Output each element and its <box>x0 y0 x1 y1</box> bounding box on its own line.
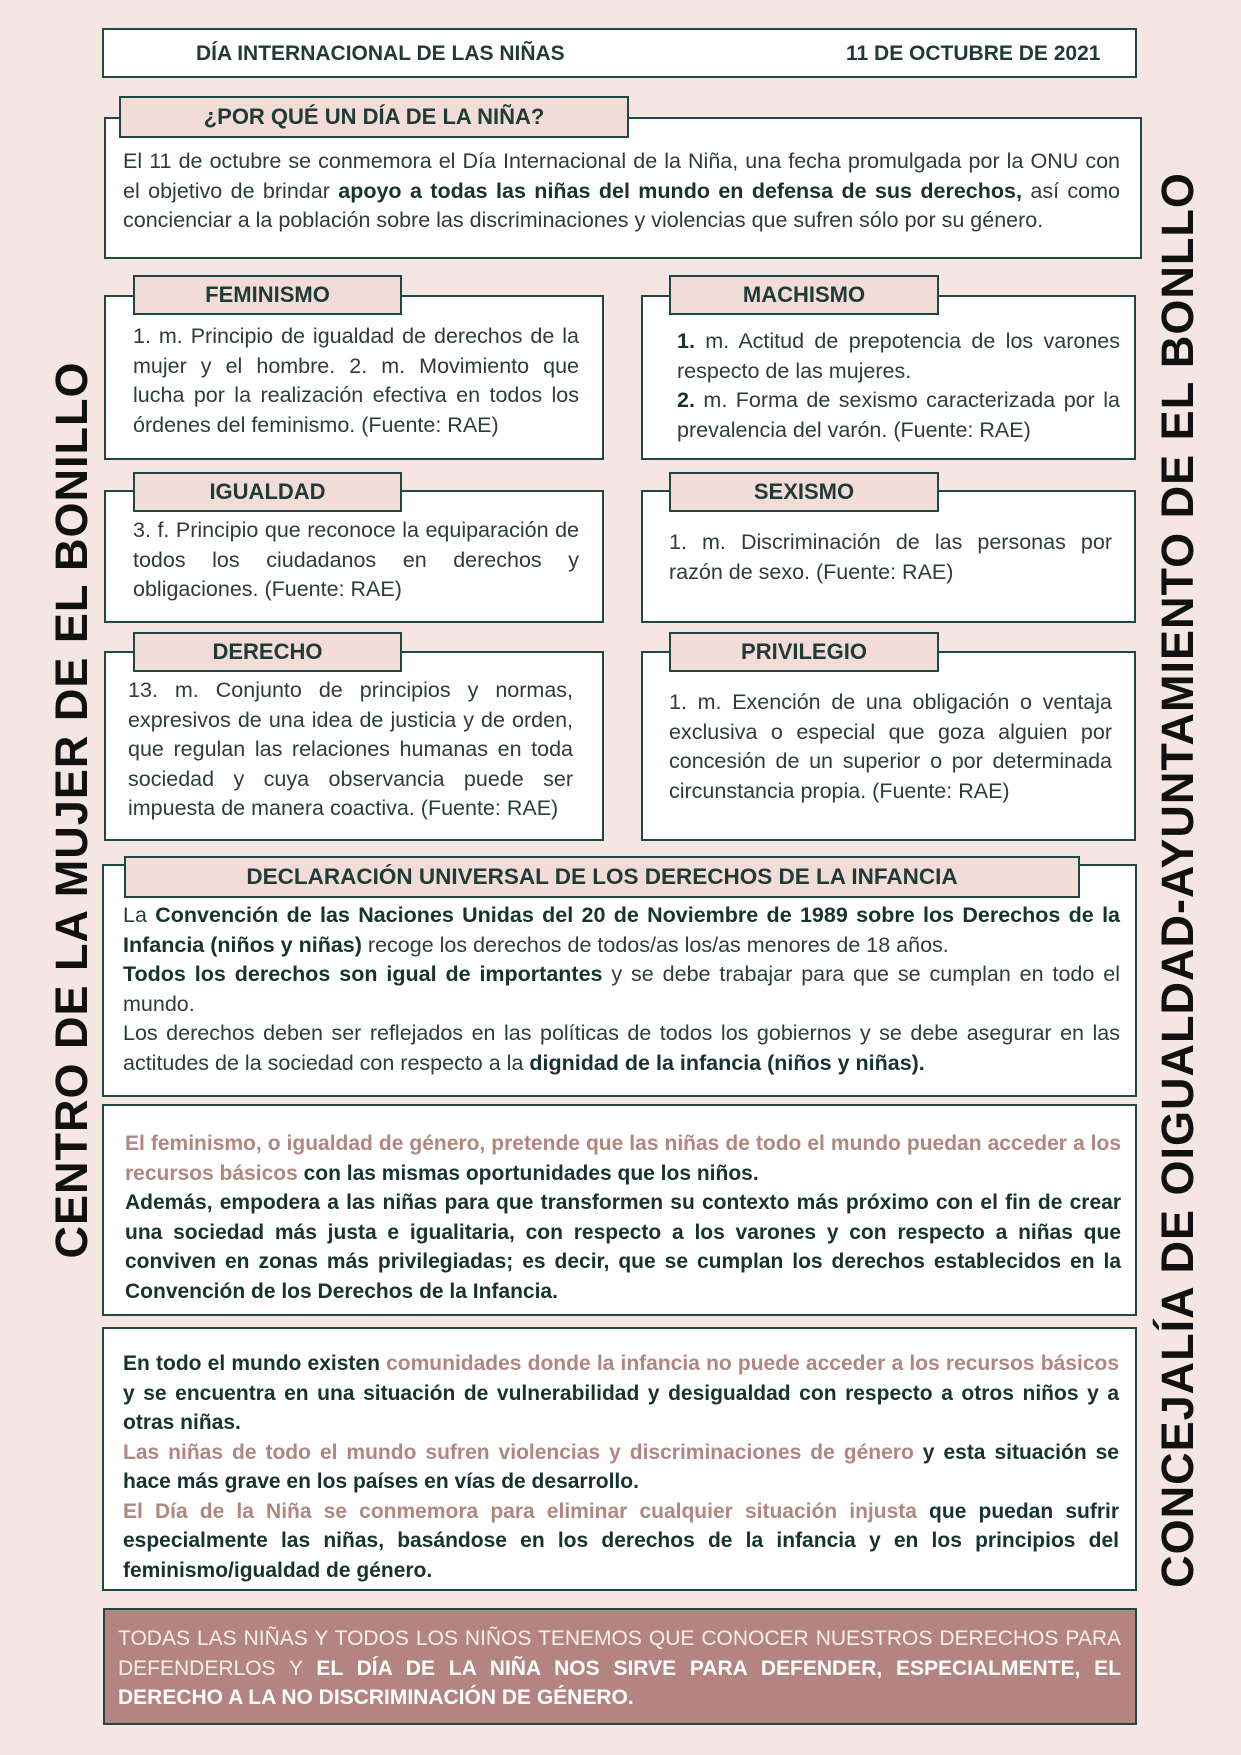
privilegio-text: 1. m. Exención de una obligación o ventaja exclusiva o especial que goza alguien por concesión de un superior o por determinada circunstancia propia. (Fuente: RAE) <box>669 690 1112 803</box>
igualdad-text: 3. f. Principio que reconoce la equiparación de todos los ciudadanos en derechos y obligaciones. (Fuente: RAE) <box>133 518 579 601</box>
side-title-left: CENTRO DE LA MUJER DE EL BONILLO <box>46 361 97 1259</box>
declaration-text: La Convención de las Naciones Unidas del 20 de Noviembre de 1989 sobre los Derechos de la Infancia (niños y niñas) recoge los derechos de todos/as los/as menores de 18 años. Todos los derechos son igual de importantes y se debe trabajar para que se cumplan en todo el mundo. Los derechos deben ser reflejados en las políticas de todos los gobiernos y se debe asegurar en las actitudes de la sociedad con respecto a la dignidad de la infancia (niños y niñas). <box>123 903 1120 1075</box>
declaration-heading: DECLARACIÓN UNIVERSAL DE LOS DERECHOS DE LA INFANCIA <box>124 856 1080 898</box>
machismo-term: MACHISMO <box>669 275 939 315</box>
header-date: 11 DE OCTUBRE DE 2021 <box>846 42 1101 65</box>
derecho-text: 13. m. Conjunto de principios y normas, expresivos de una idea de justicia y de orden, que regulan las relaciones humanas en toda sociedad y cuya observancia puede ser impuesta de manera coactiva. (Fuente: RAE) <box>128 678 573 820</box>
igualdad-term: IGUALDAD <box>133 472 402 512</box>
world-block-text: En todo el mundo existen comunidades donde la infancia no puede acceder a los recursos básicos y se encuentra en una situación de vulnerabilidad y desigualdad con respecto a otros niños y a otras niñas. Las niñas de todo el mundo sufren violencias y discriminaciones de género y esta situación se hace más grave en los países en vías de desarrollo. El Día de la Niña se conmemora para eliminar cualquier situación injusta que puedan sufrir especialmente las niñas, basándose en los derechos de la infancia y en los principios del feminismo/igualdad de género. <box>123 1352 1120 1582</box>
sexismo-term: SEXISMO <box>669 472 939 512</box>
header-title: DÍA INTERNACIONAL DE LAS NIÑAS <box>196 42 565 65</box>
feminism-block-text: El feminismo, o igualdad de género, pretende que las niñas de todo el mundo puedan acceder a los recursos básicos con las mismas oportunidades que los niños. Además, empodera a las niñas para que transformen su contexto más próximo con el fin de crear una sociedad más justa e igualitaria, con respecto a los varones y con respecto a niñas que conviven en zonas más privilegiadas; es decir, que se cumplan los derechos establecidos en la Convención de los Derechos de la Infancia. <box>125 1132 1121 1303</box>
sexismo-text: 1. m. Discriminación de las personas por razón de sexo. (Fuente: RAE) <box>669 530 1112 584</box>
privilegio-term: PRIVILEGIO <box>669 632 939 672</box>
intro-text: El 11 de octubre se conmemora el Día Internacional de la Niña, una fecha promulgada por la ONU con el objetivo de brindar apoyo a todas las niñas del mundo en defensa de sus derechos, así como concienciar a la población sobre las discriminaciones y violencias que sufren sólo por su género. <box>123 149 1121 232</box>
intro-heading: ¿POR QUÉ UN DÍA DE LA NIÑA? <box>119 96 629 138</box>
side-title-right: CONCEJALÍA DE OIGUALDAD-AYUNTAMIENTO DE EL BONLLO <box>1152 172 1203 1588</box>
feminismo-term: FEMINISMO <box>133 275 402 315</box>
feminismo-text: 1. m. Principio de igualdad de derechos de la mujer y el hombre. 2. m. Movimiento que lucha por la realización efectiva en todos los órdenes del feminismo. (Fuente: RAE) <box>133 324 579 437</box>
final-banner: TODAS LAS NIÑAS Y TODOS LOS NIÑOS TENEMOS QUE CONOCER NUESTROS DERECHOS PARA DEFENDERLOS Y EL DÍA DE LA NIÑA NOS SIRVE PARA DEFENDER, ESPECIALMENTE, EL DERECHO A LA NO DISCRIMINACIÓN DE GÉNERO. <box>103 1608 1137 1725</box>
derecho-term: DERECHO <box>133 632 402 672</box>
machismo-text: 1. m. Actitud de prepotencia de los varones respecto de las mujeres. 2. m. Forma de sexismo caracterizada por la prevalencia del varón. (Fuente: RAE) <box>677 329 1120 442</box>
